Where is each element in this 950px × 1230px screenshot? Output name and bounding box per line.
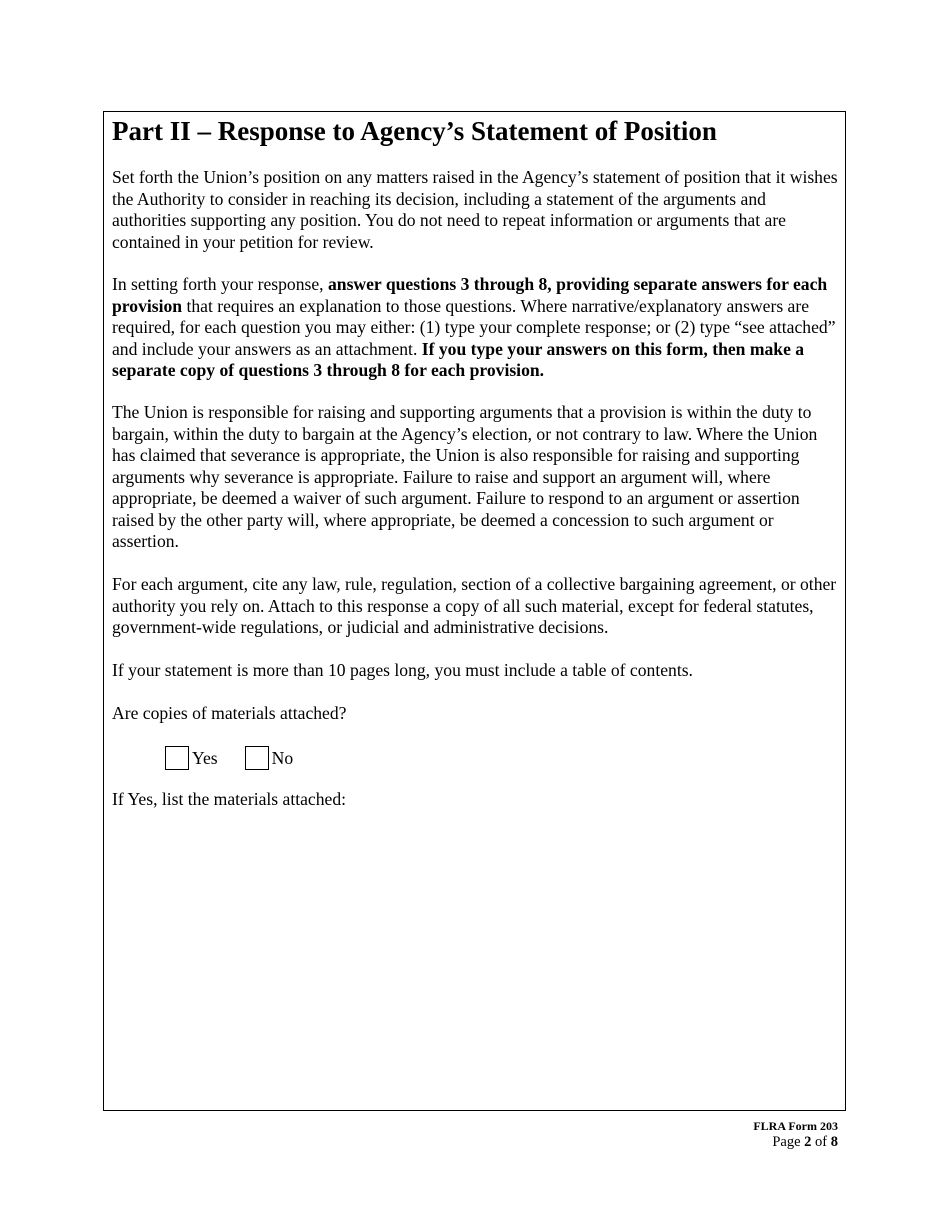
instructions-paragraph-2 (112, 274, 842, 382)
of-word: of (811, 1134, 831, 1150)
instructions-paragraph-4: For each argument, cite any law, rule, regulation, section of a collective bargaining agreement, or other authority you rely on. Attach to this response a copy of all such material, except for federal statutes, government-wide regulations, or judicial and administrative decisions. (112, 574, 837, 637)
materials-question: Are copies of materials attached? (112, 703, 347, 723)
yes-label: Yes (192, 747, 218, 768)
no-checkbox[interactable] (245, 746, 269, 770)
form-identifier: FLRA Form 203 (753, 1119, 838, 1133)
instructions-paragraph-3: The Union is responsible for raising and supporting arguments that a provision is within the duty to bargain, within the duty to bargain at the Agency’s election, or not contrary to law. Where the Union has claimed that severance is appropriate, the Union is also responsible for raising and supporting arguments why severance is appropriate. Failure to raise and support an argument will, where appropriate, be deemed a waiver of such argument. Failure to respond to an argument or assertion raised by the other party will, where appropriate, be deemed a concession to such argument or assertion. (112, 402, 818, 551)
para2-text-1: In setting forth your response, (112, 274, 328, 294)
page-footer (753, 1119, 838, 1151)
total-pages: 8 (830, 1134, 838, 1150)
para2-text-2: that requires an explanation to those questions. Where narrative/explanatory answers are required, for each question you may either: (1) type your complete response; or (2) type “see attached” and include your answers as an attachment. (112, 295, 836, 359)
section-title: Part II – Response to Agency’s Statement of Position (112, 116, 717, 146)
toc-requirement: If your statement is more than 10 pages long, you must include a table of contents. (112, 660, 693, 680)
para2-bold-2: If you type your answers on this form, then make a separate copy of questions 3 through 8 for each provision. (112, 338, 805, 380)
para2-bold-1: answer questions 3 through 8, providing separate answers for each provision (112, 274, 828, 316)
no-label: No (271, 747, 294, 768)
page-number (753, 1133, 838, 1151)
yes-checkbox[interactable] (165, 746, 189, 770)
instructions-paragraph-1: Set forth the Union’s position on any matters raised in the Agency’s statement of position that it wishes the Authority to consider in reaching its decision, including a statement of the arguments and authorities supporting any position. You do not need to repeat information or arguments that are contained in your petition for review. (112, 167, 838, 252)
materials-list-prompt: If Yes, list the materials attached: (112, 789, 347, 809)
current-page: 2 (804, 1134, 812, 1150)
page-word: Page (772, 1134, 805, 1150)
materials-attached-options (165, 744, 320, 772)
